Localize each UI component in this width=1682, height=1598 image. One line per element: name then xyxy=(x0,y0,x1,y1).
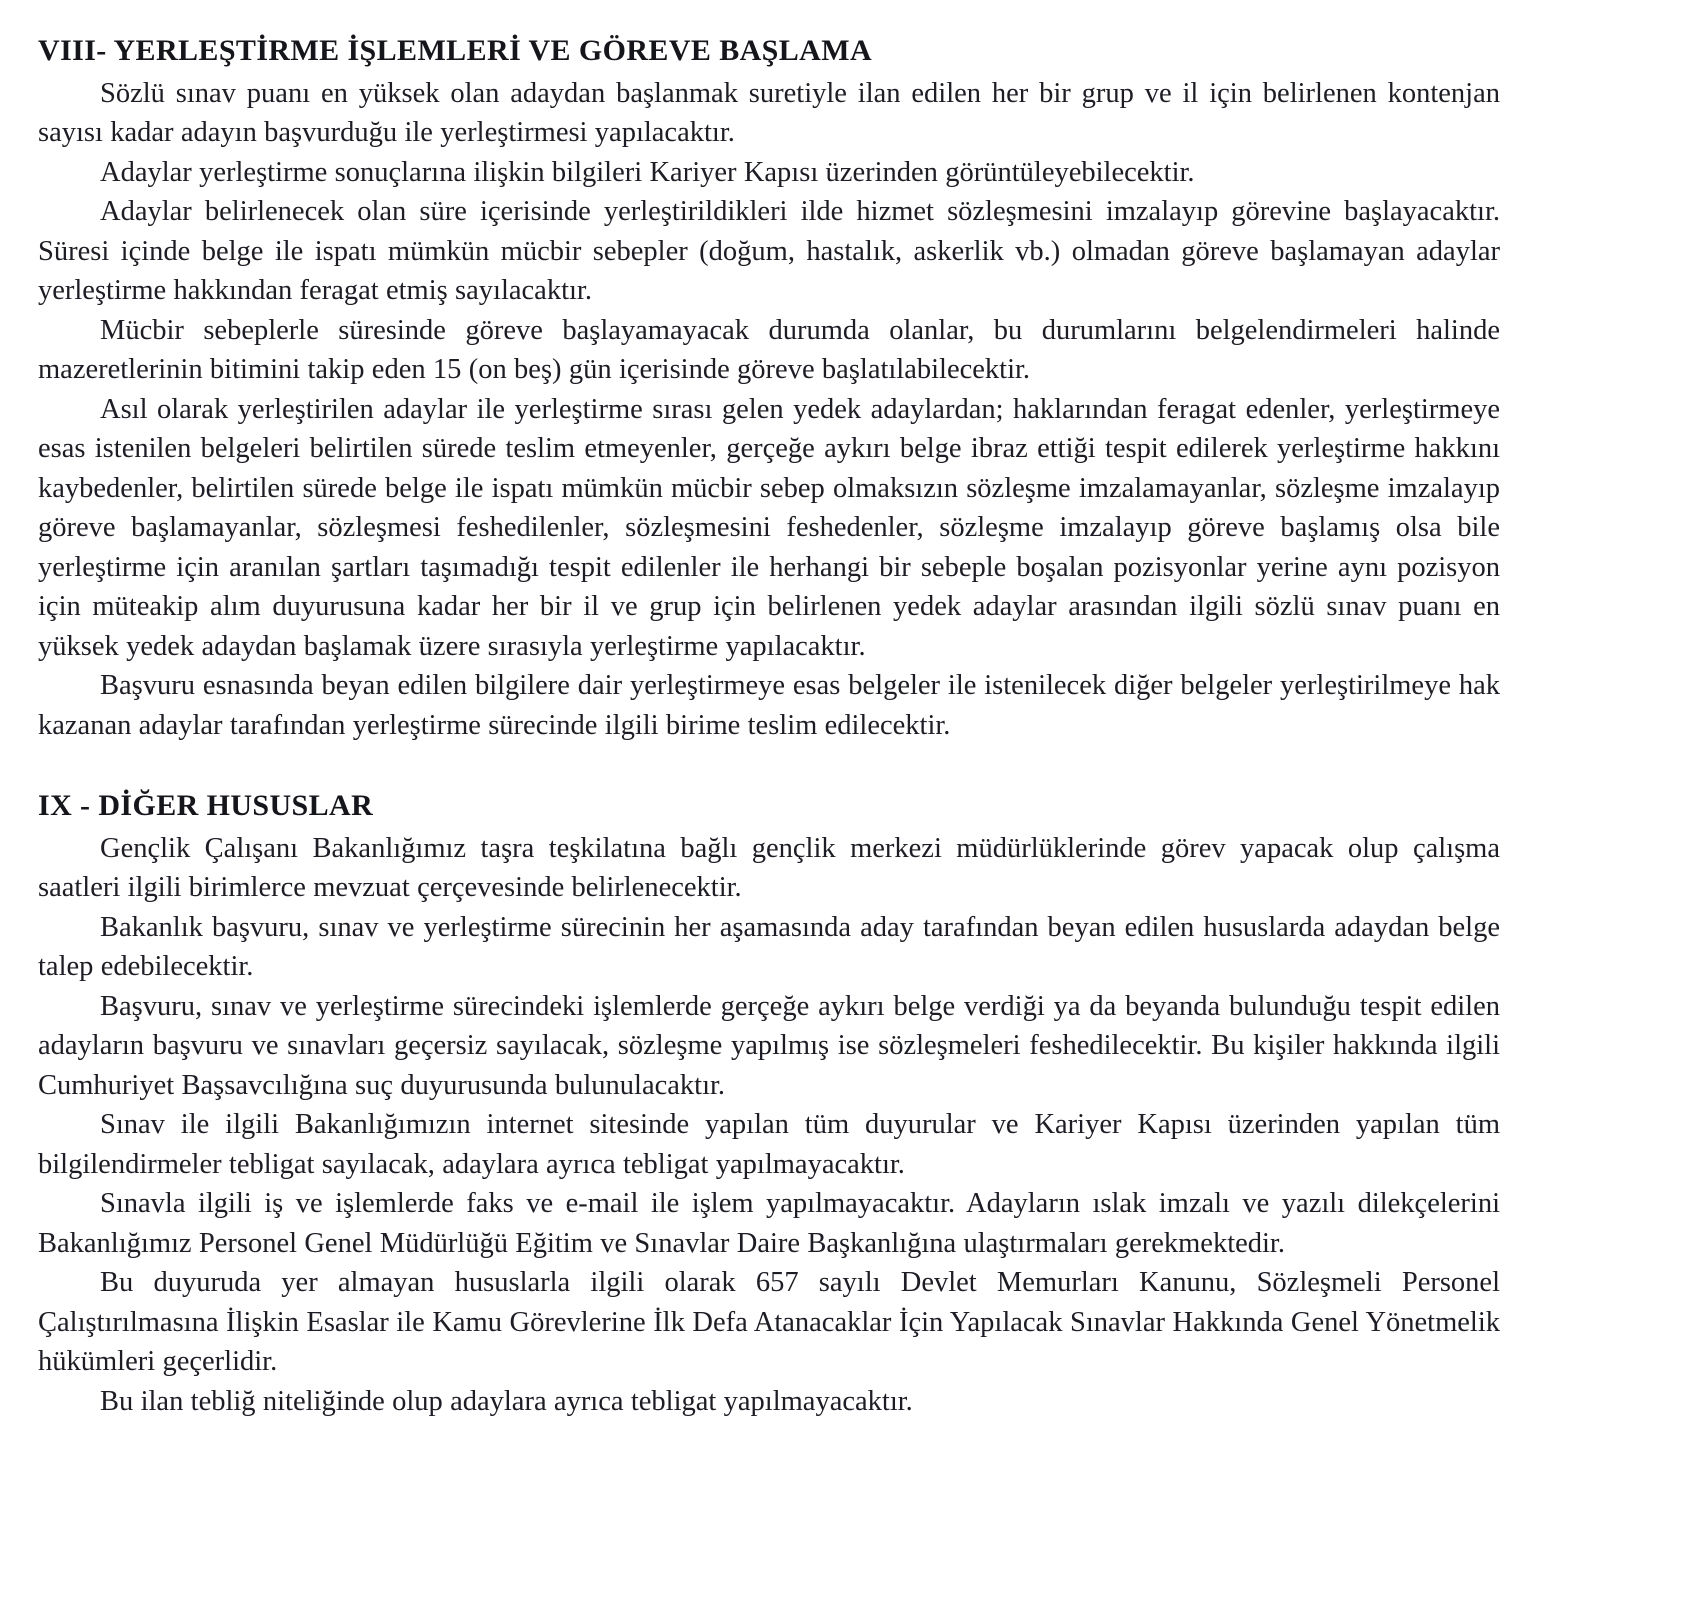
paragraph: Adaylar belirlenecek olan süre içerisinde yerleştirildikleri ilde hizmet sözleşmesini imzalayıp görevine başlayacaktır. Süresi içinde belge ile ispatı mümkün mücbir sebepler (doğum, hastalık, askerlik vb.) olmadan göreve başlamayan adaylar yerleştirme hakkından feragat etmiş sayılacaktır. xyxy=(38,196,1500,307)
paragraph: Başvuru esnasında beyan edilen bilgilere dair yerleştirmeye esas belgeler ile istenilecek diğer belgeler yerleştirilmeye hak kazanan adaylar tarafından yerleştirme sürecinde ilgili birime teslim edilecektir. xyxy=(38,670,1500,741)
paragraph: Sınav ile ilgili Bakanlığımızın internet sitesinde yapılan tüm duyurular ve Kariyer Kapısı üzerinden yapılan tüm bilgilendirmeler tebligat sayılacak, adaylara ayrıca tebligat yapılmayacaktır. xyxy=(38,1109,1500,1180)
paragraph: Adaylar yerleştirme sonuçlarına ilişkin bilgileri Kariyer Kapısı üzerinden görüntüleyebilecektir. xyxy=(100,156,1195,188)
section-viii xyxy=(38,34,1500,745)
paragraph: Bakanlık başvuru, sınav ve yerleştirme sürecinin her aşamasında aday tarafından beyan edilen hususlarda adaydan belge talep edebilecektir. xyxy=(38,911,1500,983)
paragraph: Bu ilan tebliğ niteliğinde olup adaylara ayrıca tebligat yapılmayacaktır. xyxy=(100,1385,913,1417)
paragraph: Sınavla ilgili iş ve işlemlerde faks ve e-mail ile işlem yapılmayacaktır. Adayların ıslak imzalı ve yazılı dilekçelerini Bakanlığımız Personel Genel Müdürlüğü Eğitim ve Sınavlar Daire Başkanlığına ulaştırmaları gerekmektedir. xyxy=(38,1188,1500,1259)
paragraph: Başvuru, sınav ve yerleştirme sürecindeki işlemlerde gerçeğe aykırı belge verdiği ya da beyanda bulunduğu tespit edilen adayların başvuru ve sınavları geçersiz sayılacak, sözleşme yapılmış ise sözleşmeleri feshedilecektir. Bu kişiler hakkında ilgili Cumhuriyet Başsavcılığına suç duyurusunda bulunulacaktır. xyxy=(38,990,1500,1101)
section-viii-heading: VIII- YERLEŞTİRME İŞLEMLERİ VE GÖREVE BAŞLAMA xyxy=(38,34,873,67)
section-ix xyxy=(38,789,1500,1421)
section-ix-heading: IX - DİĞER HUSUSLAR xyxy=(38,789,374,823)
paragraph: Asıl olarak yerleştirilen adaylar ile yerleştirme sırası gelen yedek adaylardan; haklarından feragat edenler, yerleştirmeye esas istenilen belgeleri belirtilen sürede teslim etmeyenler, gerçeğe aykırı belge ibraz ettiği tespit edilerek yerleştirme hakkını kaybedenler, belirtilen sürede belge ile ispatı mümkün mücbir sebep olmaksızın sözleşme imzalamayanlar, sözleşme imzalayıp göreve başlamayanlar, sözleşmesi feshedilenler, sözleşmesini feshedenler, sözleşme imzalayıp göreve başlamış olsa bile yerleştirme için aranılan şartları taşımadığı tespit edilenler ile herhangi bir sebeple boşalan pozisyonlar yerine aynı pozisyon için müteakip alım duyurusuna kadar her bir il ve grup için belirlenen yedek adaylar arasından ilgili sözlü sınav puanı en yüksek yedek adaydan başlamak üzere sırasıyla yerleştirme yapılacaktır. xyxy=(38,393,1500,662)
paragraph: Gençlik Çalışanı Bakanlığımız taşra teşkilatına bağlı gençlik merkezi müdürlüklerinde görev yapacak olup çalışma saatleri ilgili birimlerce mevzuat çerçevesinde belirlenecektir. xyxy=(38,832,1500,904)
paragraph: Bu duyuruda yer almayan hususlarla ilgili olarak 657 sayılı Devlet Memurları Kanunu, Sözleşmeli Personel Çalıştırılmasına İlişkin Esaslar ile Kamu Görevlerine İlk Defa Atanacaklar İçin Yapılacak Sınavlar Hakkında Genel Yönetmelik hükümleri geçerlidir. xyxy=(38,1267,1500,1378)
paragraph: Sözlü sınav puanı en yüksek olan adaydan başlanmak suretiyle ilan edilen her bir grup ve il için belirlenen kontenjan sayısı kadar adayın başvurduğu ile yerleştirmesi yapılacaktır. xyxy=(38,77,1500,149)
paragraph: Mücbir sebeplerle süresinde göreve başlayamayacak durumda olanlar, bu durumlarını belgelendirmeleri halinde mazeretlerinin bitimini takip eden 15 (on beş) gün içerisinde göreve başlatılabilecektir. xyxy=(38,314,1500,386)
